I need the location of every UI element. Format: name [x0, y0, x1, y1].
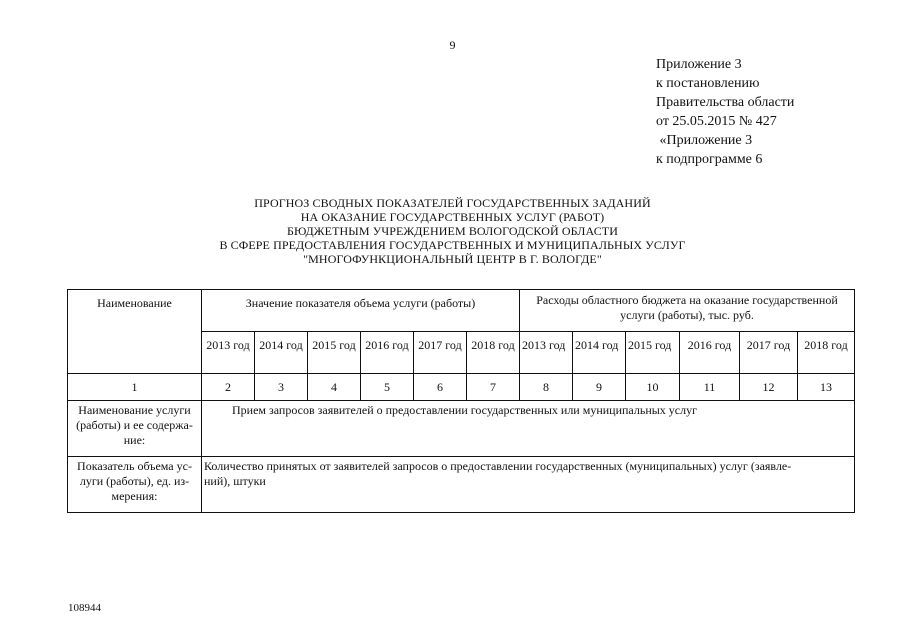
header-year: 2015 год — [626, 332, 680, 374]
row-indicator-label: Показатель объема ус-луги (работы), ед. из-мерения: — [68, 457, 202, 513]
appendix-line: «Приложение 3 — [656, 133, 753, 148]
column-number: 2 — [202, 374, 255, 401]
header-year: 2015 год — [308, 332, 361, 374]
appendix-line: от 25.05.2015 № 427 — [656, 114, 777, 129]
header-year: 2013 год — [202, 332, 255, 374]
header-year: 2014 год — [255, 332, 308, 374]
header-year: 2016 год — [361, 332, 414, 374]
appendix-line: к подпрограмме 6 — [656, 152, 763, 167]
appendix-line: Правительства области — [656, 95, 795, 110]
title-line: НА ОКАЗАНИЕ ГОСУДАРСТВЕННЫХ УСЛУГ (РАБОТ) — [300, 210, 605, 224]
title-line: ПРОГНОЗ СВОДНЫХ ПОКАЗАТЕЛЕЙ ГОСУДАРСТВЕННЫХ ЗАДАНИЙ — [254, 196, 651, 210]
appendix-reference — [656, 55, 794, 169]
page-number: 9 — [449, 38, 456, 52]
forecast-table-wrapper — [67, 289, 855, 513]
column-number: 12 — [740, 374, 798, 401]
row-service-value: Прием запросов заявителей о предоставлении государственных или муниципальных услуг — [202, 401, 855, 457]
column-number: 7 — [467, 374, 520, 401]
header-year: 2017 год — [414, 332, 467, 374]
title-line: "МНОГОФУНКЦИОНАЛЬНЫЙ ЦЕНТР В Г. ВОЛОГДЕ" — [303, 252, 602, 266]
document-title — [0, 196, 905, 266]
header-year: 2014 год — [573, 332, 626, 374]
column-number: 13 — [798, 374, 855, 401]
column-number: 11 — [680, 374, 740, 401]
header-year: 2013 год — [520, 332, 573, 374]
column-number: 9 — [573, 374, 626, 401]
column-number: 1 — [68, 374, 202, 401]
appendix-line: к постановлению — [656, 76, 760, 91]
header-year: 2018 год — [798, 332, 855, 374]
forecast-table — [67, 289, 855, 513]
column-number: 6 — [414, 374, 467, 401]
column-number: 5 — [361, 374, 414, 401]
row-indicator-value: Количество принятых от заявителей запросов о предоставлении государственных (муниципальных) услуг (заявле-ний), штуки — [202, 457, 855, 513]
appendix-line: Приложение 3 — [656, 57, 742, 72]
header-year: 2018 год — [467, 332, 520, 374]
header-volume-group: Значение показателя объема услуги (работы) — [202, 290, 520, 332]
column-number: 3 — [255, 374, 308, 401]
column-number: 4 — [308, 374, 361, 401]
header-year: 2017 год — [740, 332, 798, 374]
row-service-label: Наименование услуги (работы) и ее содержа-ние: — [68, 401, 202, 457]
header-expenses-group: Расходы областного бюджета на оказание государственной услуги (работы), тыс. руб. — [520, 290, 855, 332]
header-year: 2016 год — [680, 332, 740, 374]
document-code: 108944 — [68, 602, 101, 614]
column-number: 8 — [520, 374, 573, 401]
column-number: 10 — [626, 374, 680, 401]
header-name: Наименование — [68, 290, 202, 374]
title-line: В СФЕРЕ ПРЕДОСТАВЛЕНИЯ ГОСУДАРСТВЕННЫХ И МУНИЦИПАЛЬНЫХ УСЛУГ — [219, 238, 686, 252]
title-line: БЮДЖЕТНЫМ УЧРЕЖДЕНИЕМ ВОЛОГОДСКОЙ ОБЛАСТИ — [287, 224, 618, 238]
